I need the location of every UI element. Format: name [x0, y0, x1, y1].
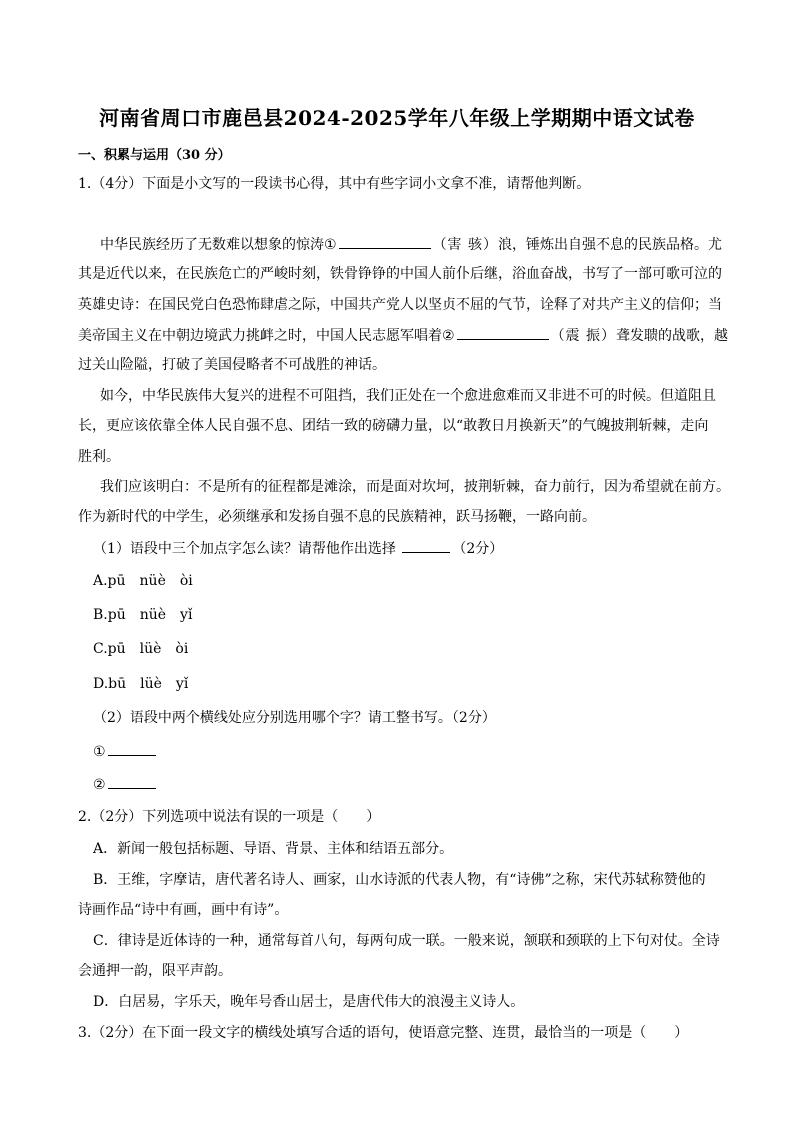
- q1-p1-line5: 过关山险隘，打破了美国侵略者不可战胜的神话。: [78, 357, 386, 373]
- q1-p1-line1: [100, 234, 722, 255]
- answer-blank[interactable]: [108, 741, 156, 756]
- blank-number: ②: [442, 328, 455, 344]
- fill-blank-1[interactable]: [339, 234, 431, 249]
- q2-option-c[interactable]: C．律诗是近体诗的一种，通常每首八句，每两句成一联。一般来说，颔联和颈联的上下句对仗。全诗: [93, 933, 720, 949]
- q1-sub2: （2）语段中两个横线处应分别选用哪个字？请工整书写。（2分）: [93, 710, 496, 726]
- answer-blank[interactable]: [402, 538, 450, 553]
- option-b[interactable]: B.pū nüè yǐ: [93, 607, 193, 623]
- q1-sub1: [93, 538, 503, 559]
- q1-stem: 1.（4分）下面是小文写的一段读书心得，其中有些字词小文拿不准，请帮他判断。: [78, 176, 591, 192]
- q1-p1-line4: [78, 325, 728, 346]
- q1-p1-line3: 英雄史诗：在国民党白色恐怖肆虐之际，中国共产党人以坚贞不屈的气节，诠释了对共产主义的信仰；当: [78, 297, 722, 313]
- score: （2分）: [452, 541, 504, 557]
- q3-stem: 3.（2分）在下面一段文字的横线处填写合适的语句，使语意完整、连贯，最恰当的一项是（ ）: [78, 1025, 689, 1041]
- quote: “诗佛”: [509, 872, 552, 888]
- answer-number: ②: [93, 777, 106, 793]
- option-a[interactable]: A.pū nüè òi: [93, 573, 193, 589]
- text: 之称，宋代苏轼称赞他的: [551, 872, 706, 888]
- q2-option-d[interactable]: D．白居易，字乐天，晚年号香山居士，是唐代伟大的浪漫主义诗人。: [93, 994, 525, 1010]
- answer-line-2: [93, 774, 158, 795]
- text: 美帝国主义在中朝边境武力挑衅之时，中国人民志愿军唱着: [78, 328, 442, 344]
- answer-number: ①: [93, 744, 106, 760]
- choice-chars: （害 骇）: [432, 237, 499, 253]
- text: 的气魄披荆斩棘，走向: [568, 418, 709, 434]
- answer-blank[interactable]: [108, 774, 156, 789]
- q1-p2-line2: [78, 416, 708, 436]
- quote: “敢教日月换新天”: [456, 418, 569, 434]
- q2-option-b-cont: 诗画作品“诗中有画，画中有诗”。: [78, 902, 289, 918]
- blank-number: ①: [324, 237, 337, 253]
- section-heading: 一、积累与运用（30 分）: [78, 148, 231, 163]
- q2-option-a[interactable]: A．新闻一般包括标题、导语、背景、主体和结语五部分。: [93, 841, 454, 857]
- q2-stem: 2.（2分）下列选项中说法有误的一项是（ ）: [78, 809, 381, 825]
- answer-line-1: [93, 741, 158, 762]
- option-d[interactable]: D.bū lüè yǐ: [93, 676, 189, 692]
- text: 浪，锤炼出自强不息的民族品格。尤: [498, 237, 723, 253]
- choice-chars: （震 振）: [550, 328, 617, 344]
- q1-p2-line3: 胜利。: [78, 449, 120, 465]
- q1-p1-line2: 其是近代以来，在民族危亡的严峻时刻，铁骨铮铮的中国人前仆后继，浴血奋战，书写了一部可歌可泣的: [78, 266, 722, 282]
- q1-p3-line1: 我们应该明白：不是所有的征程都是滩涂，而是面对坎坷，披荆斩棘，奋力前行，因为希望就在前方。: [100, 479, 730, 495]
- text: 聋发聩的战歌，越: [616, 328, 729, 344]
- text: （1）语段中三个加点字怎么读？请帮他作出选择: [93, 541, 396, 557]
- q2-option-c-cont: 会通押一韵，限平声韵。: [78, 963, 232, 979]
- q2-option-b[interactable]: [93, 870, 706, 890]
- q1-p3-line2: 作为新时代的中学生，必须继承和发扬自强不息的民族精神，跃马扬鞭，一路向前。: [78, 509, 596, 525]
- text: B．王维，字摩诘，唐代著名诗人、画家，山水诗派的代表人物，有: [93, 872, 510, 888]
- text: 中华民族经历了无数难以想象的惊涛: [100, 237, 324, 253]
- option-c[interactable]: C.pū lüè òi: [93, 641, 189, 657]
- fill-blank-2[interactable]: [457, 325, 549, 340]
- exam-title: 河南省周口市鹿邑县2024-2025学年八年级上学期期中语文试卷: [99, 106, 695, 130]
- q1-p2-line1: 如今，中华民族伟大复兴的进程不可阻挡，我们正处在一个愈进愈难而又非进不可的时候。但道阻且: [100, 388, 716, 404]
- text: 长，更应该依靠全体人民自强不息、团结一致的磅礴力量，以: [78, 418, 456, 434]
